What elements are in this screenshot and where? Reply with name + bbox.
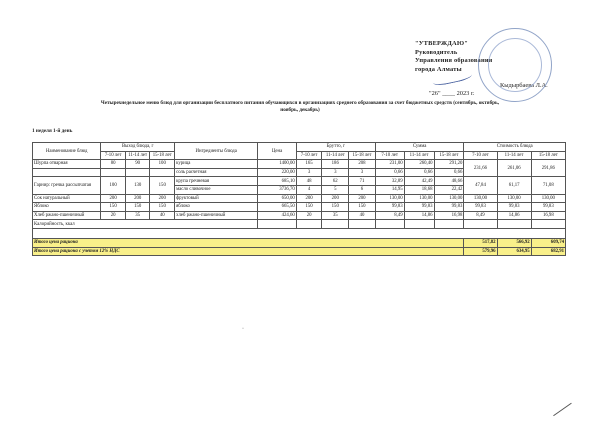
header-age: 15-18 лет — [349, 151, 376, 160]
yield-value: 80 — [101, 160, 126, 169]
cost-value: 261,06 — [497, 160, 531, 177]
gross-value: 150 — [322, 203, 349, 212]
week-label: 1 неделя 1-й день — [32, 128, 73, 134]
header-dish-name: Наименование блюд — [33, 143, 101, 160]
calories-label: Калорийность, ккал — [33, 220, 258, 229]
yield-value — [101, 168, 126, 177]
header-yield: Выход блюда, г — [101, 143, 175, 152]
total-row — [33, 238, 566, 247]
approval-signatory: Кыдырбаева Л.А. — [500, 82, 548, 89]
table-row — [33, 194, 566, 203]
price-value: 424,60 — [258, 211, 296, 220]
gross-value: 71 — [349, 177, 376, 186]
cost-value: 130,00 — [497, 194, 531, 203]
yield-value: 150 — [150, 177, 175, 194]
ingredient-name: масло сливочное — [175, 185, 258, 194]
yield-value: 200 — [125, 194, 150, 203]
total-vat-value: 579,96 — [464, 247, 497, 256]
header-age: 7-10 лет — [464, 151, 497, 160]
ingredient-name: фруктовый — [175, 194, 258, 203]
header-age: 11-14 лет — [404, 151, 434, 160]
dish-name: Гарнир: гречка рассыпчатая — [33, 177, 101, 194]
gross-value: 5 — [322, 185, 349, 194]
cost-value: 14,86 — [497, 211, 531, 220]
sum-value: 8,49 — [375, 211, 404, 220]
sum-value: 18,68 — [404, 185, 434, 194]
approval-date: "26" ____ 2023 г. — [429, 90, 475, 97]
sum-value: 99,83 — [404, 203, 434, 212]
ingredient-name: курица — [175, 160, 258, 169]
dish-name: Сок натуральный — [33, 194, 101, 203]
sum-value: 99,83 — [434, 203, 464, 212]
sum-value: 130,00 — [375, 194, 404, 203]
ingredient-name: хлеб ржано-пшеничный — [175, 211, 258, 220]
gross-value: 4 — [296, 185, 322, 194]
table-row — [33, 177, 566, 186]
dish-name — [33, 168, 101, 177]
sum-value: 0,66 — [434, 168, 464, 177]
menu-table — [32, 142, 566, 256]
total-vat-row — [33, 247, 566, 256]
gross-value: 150 — [296, 203, 322, 212]
gross-value: 186 — [322, 160, 349, 169]
cost-value: 8,49 — [464, 211, 497, 220]
gross-value: 165 — [296, 160, 322, 169]
yield-value: 100 — [101, 177, 126, 194]
yield-value: 200 — [101, 194, 126, 203]
gross-value: 3 — [296, 168, 322, 177]
table-row — [33, 160, 566, 169]
sum-value: 16,98 — [434, 211, 464, 220]
total-vat-value: 682,91 — [531, 247, 565, 256]
price-value: 3736,70 — [258, 185, 296, 194]
yield-value: 150 — [150, 203, 175, 212]
dish-name: Хлеб ржано-пшеничный — [33, 211, 101, 220]
total-value: 609,74 — [531, 238, 565, 247]
cost-value: 130,00 — [531, 194, 565, 203]
header-sum: Сумма — [375, 143, 464, 152]
ingredient-name: соль расчетная — [175, 168, 258, 177]
header-age: 7-10 лет — [296, 151, 322, 160]
gross-value: 35 — [322, 211, 349, 220]
header-ingredients: Ингредиенты блюда — [175, 143, 258, 160]
yield-value: 200 — [150, 194, 175, 203]
total-vat-value: 634,95 — [497, 247, 531, 256]
sum-value: 130,00 — [434, 194, 464, 203]
sum-value: 99,83 — [375, 203, 404, 212]
yield-value — [125, 168, 150, 177]
spacer-row — [33, 228, 566, 238]
yield-value: 130 — [125, 177, 150, 194]
cost-value: 99,83 — [531, 203, 565, 212]
header-age: 11-14 лет — [322, 151, 349, 160]
gross-value: 200 — [296, 194, 322, 203]
approval-city: города Алматы — [415, 65, 462, 73]
dish-name: Яблоко — [33, 203, 101, 212]
sum-value: 231,00 — [375, 160, 404, 169]
header-age: 7-10 лет — [101, 151, 126, 160]
cost-value: 99,83 — [464, 203, 497, 212]
sum-value: 260,40 — [404, 160, 434, 169]
cost-value: 231,66 — [464, 160, 497, 177]
sum-value: 42,49 — [404, 177, 434, 186]
header-age: 15-18 лет — [434, 151, 464, 160]
price-value: 1400,00 — [258, 160, 296, 169]
cost-value: 47,84 — [464, 177, 497, 194]
gross-value: 208 — [349, 160, 376, 169]
gross-value: 40 — [349, 211, 376, 220]
header-age: 11-14 лет — [125, 151, 150, 160]
sum-value: 32,89 — [375, 177, 404, 186]
header-price: Цена — [258, 143, 296, 160]
page-mark: · — [242, 326, 244, 332]
cost-value: 61,17 — [497, 177, 531, 194]
price-value: 685,10 — [258, 177, 296, 186]
total-label: Итого цена рациона — [33, 238, 464, 247]
header-age: 11-14 лет — [497, 151, 531, 160]
header-age: 7-10 лет — [375, 151, 404, 160]
price-value: 650,00 — [258, 194, 296, 203]
yield-value: 35 — [125, 211, 150, 220]
total-vat-label: Итого цена рациона с учетом 12% НДС — [33, 247, 464, 256]
sum-value: 14,86 — [404, 211, 434, 220]
total-value: 517,82 — [464, 238, 497, 247]
header-age: 15-18 лет — [531, 151, 565, 160]
approval-position: Руководитель — [415, 48, 458, 56]
sum-value: 0,66 — [375, 168, 404, 177]
document-title: Четырехнедельное меню блюд для организации бесплатного питания обучающихся в организациях среднего образования за счет бюджетных средств (сентябрь, октябрь, ноябрь, декабрь) — [100, 100, 500, 114]
cost-value: 16,98 — [531, 211, 565, 220]
approval-department: Управления образования — [415, 57, 493, 65]
sum-value: 0,66 — [404, 168, 434, 177]
yield-value — [150, 168, 175, 177]
gross-value: 200 — [349, 194, 376, 203]
header-gross: Брутто, г — [296, 143, 375, 152]
header-age: 15-18 лет — [150, 151, 175, 160]
yield-value: 40 — [150, 211, 175, 220]
margin-signature-icon — [546, 393, 571, 416]
cost-value: 99,83 — [497, 203, 531, 212]
gross-value: 3 — [349, 168, 376, 177]
total-value: 566,92 — [497, 238, 531, 247]
table-row — [33, 211, 566, 220]
ingredient-name: яблоко — [175, 203, 258, 212]
official-stamp-icon — [478, 28, 552, 102]
sum-value: 48,66 — [434, 177, 464, 186]
calories-row — [33, 220, 566, 229]
gross-value: 62 — [322, 177, 349, 186]
gross-value: 3 — [322, 168, 349, 177]
price-value: 665,50 — [258, 203, 296, 212]
yield-value: 150 — [101, 203, 126, 212]
yield-value: 20 — [101, 211, 126, 220]
sum-value: 130,00 — [404, 194, 434, 203]
ingredient-name: крупа гречневая — [175, 177, 258, 186]
dish-name: Шурпа отварная — [33, 160, 101, 169]
cost-value: 130,00 — [464, 194, 497, 203]
gross-value: 6 — [349, 185, 376, 194]
header-cost: Стоимость блюда — [464, 143, 566, 152]
sum-value: 291,20 — [434, 160, 464, 169]
gross-value: 20 — [296, 211, 322, 220]
cost-value: 291,86 — [531, 160, 565, 177]
approval-heading: "УТВЕРЖДАЮ" — [415, 40, 468, 47]
cost-value: 71,08 — [531, 177, 565, 194]
gross-value: 150 — [349, 203, 376, 212]
gross-value: 200 — [322, 194, 349, 203]
yield-value: 150 — [125, 203, 150, 212]
gross-value: 48 — [296, 177, 322, 186]
sum-value: 14,95 — [375, 185, 404, 194]
sum-value: 22,42 — [434, 185, 464, 194]
yield-value: 100 — [150, 160, 175, 169]
yield-value: 90 — [125, 160, 150, 169]
price-value: 220,00 — [258, 168, 296, 177]
table-row — [33, 203, 566, 212]
